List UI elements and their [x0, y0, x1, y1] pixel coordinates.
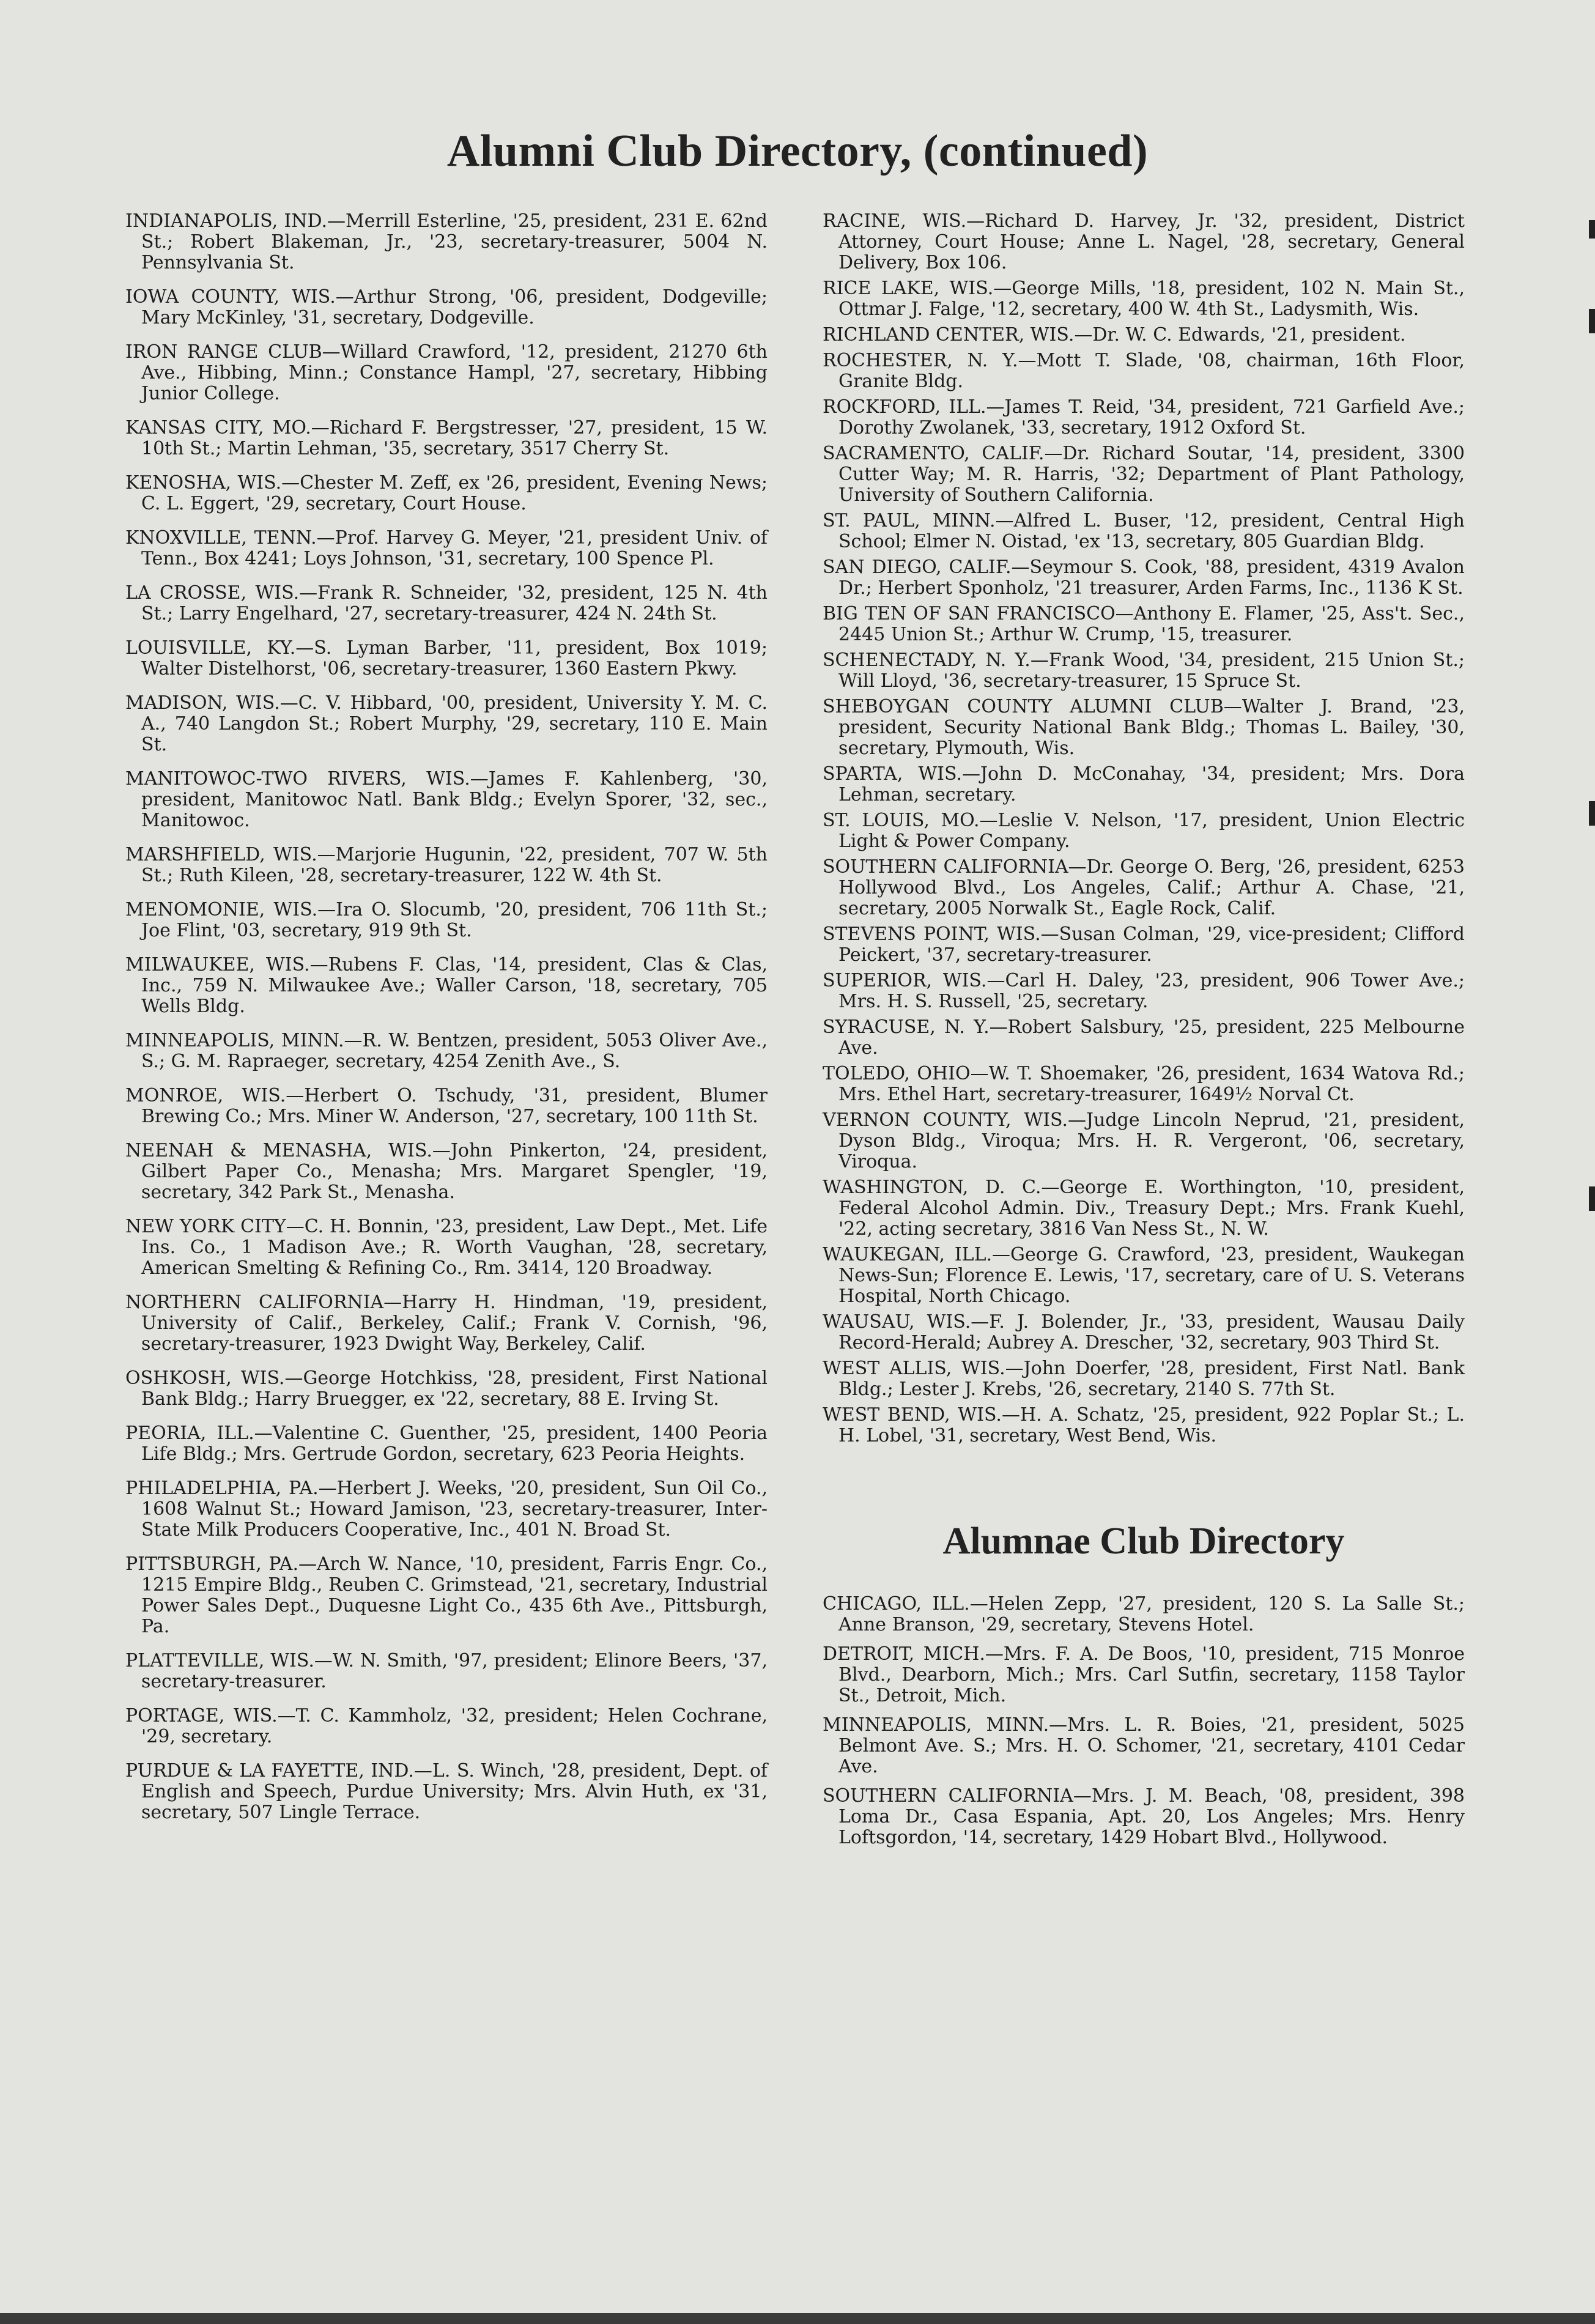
- club-entry: ST. PAUL, MINN.—Alfred L. Buser, '12, president, Central High School; Elmer N. Oistad, 'ex '13, secretary, 805 Guardian Bldg.: [823, 510, 1465, 552]
- club-entry: BIG TEN OF SAN FRANCISCO—Anthony E. Flamer, '25, Ass't. Sec., 2445 Union St.; Arthur W. Crump, '15, treasurer.: [823, 603, 1465, 645]
- club-entry: SPARTA, WIS.—John D. McConahay, '34, president; Mrs. Dora Lehman, secretary.: [823, 763, 1465, 805]
- club-entry: IOWA COUNTY, WIS.—Arthur Strong, '06, president, Dodgeville; Mary McKinley, '31, secretary, Dodgeville.: [125, 286, 768, 328]
- club-entry: WASHINGTON, D. C.—George E. Worthington, '10, president, Federal Alcohol Admin. Div., Treasury Dept.; Mrs. Frank Kuehl, '22, acting secretary, 3816 Van Ness St., N. W.: [823, 1177, 1465, 1240]
- alumnae-entries: [823, 1594, 1465, 1848]
- club-entry: MENOMONIE, WIS.—Ira O. Slocumb, '20, president, 706 11th St.; Joe Flint, '03, secretary, 919 9th St.: [125, 899, 768, 941]
- alumnae-entry: MINNEAPOLIS, MINN.—Mrs. L. R. Boies, '21, president, 5025 Belmont Ave. S.; Mrs. H. O. Schomer, '21, secretary, 4101 Cedar Ave.: [823, 1714, 1465, 1777]
- club-entry: SAN DIEGO, CALIF.—Seymour S. Cook, '88, president, 4319 Avalon Dr.; Herbert Sponholz, '21 treasurer, Arden Farms, Inc., 1136 K St.: [823, 557, 1465, 599]
- club-entry: NEW YORK CITY—C. H. Bonnin, '23, president, Law Dept., Met. Life Ins. Co., 1 Madison Ave.; R. Worth Vaughan, '28, secretary, American Smelting & Refining Co., Rm. 3414, 120 Broadway.: [125, 1216, 768, 1279]
- alumnae-entry: DETROIT, MICH.—Mrs. F. A. De Boos, '10, president, 715 Monroe Blvd., Dearborn, Mich.; Mrs. Carl Sutfin, secretary, 1158 Taylor St., Detroit, Mich.: [823, 1643, 1465, 1706]
- club-entry: ROCHESTER, N. Y.—Mott T. Slade, '08, chairman, 16th Floor, Granite Bldg.: [823, 350, 1465, 392]
- club-entry: WEST BEND, WIS.—H. A. Schatz, '25, president, 922 Poplar St.; L. H. Lobel, '31, secretary, West Bend, Wis.: [823, 1404, 1465, 1446]
- club-entry: MILWAUKEE, WIS.—Rubens F. Clas, '14, president, Clas & Clas, Inc., 759 N. Milwaukee Ave.; Waller Carson, '18, secretary, 705 Wells Bldg.: [125, 954, 768, 1017]
- club-entry: IRON RANGE CLUB—Willard Crawford, '12, president, 21270 6th Ave., Hibbing, Minn.; Constance Hampl, '27, secretary, Hibbing Junior College.: [125, 341, 768, 404]
- club-entry: OSHKOSH, WIS.—George Hotchkiss, '28, president, First National Bank Bldg.; Harry Bruegger, ex '22, secretary, 88 E. Irving St.: [125, 1367, 768, 1410]
- club-entry: PHILADELPHIA, PA.—Herbert J. Weeks, '20, president, Sun Oil Co., 1608 Walnut St.; Howard Jamison, '23, secretary-treasurer, Inter-State Milk Producers Cooperative, Inc., 401 N. Broad St.: [125, 1478, 768, 1541]
- club-entry: TOLEDO, OHIO—W. T. Shoemaker, '26, president, 1634 Watova Rd.; Mrs. Ethel Hart, secretary-treasurer, 1649½ Norval Ct.: [823, 1063, 1465, 1105]
- scan-bottom-edge: [0, 2313, 1595, 2324]
- club-entry: PEORIA, ILL.—Valentine C. Guenther, '25, president, 1400 Peoria Life Bldg.; Mrs. Gertrude Gordon, secretary, 623 Peoria Heights.: [125, 1423, 768, 1465]
- club-entry: MARSHFIELD, WIS.—Marjorie Hugunin, '22, president, 707 W. 5th St.; Ruth Kileen, '28, secretary-treasurer, 122 W. 4th St.: [125, 844, 768, 886]
- scan-edge-mark: [1589, 220, 1595, 239]
- club-entry: VERNON COUNTY, WIS.—Judge Lincoln Neprud, '21, president, Dyson Bldg., Viroqua; Mrs. H. R. Vergeront, '06, secretary, Viroqua.: [823, 1109, 1465, 1172]
- left-column: [125, 211, 768, 1837]
- club-entry: PLATTEVILLE, WIS.—W. N. Smith, '97, president; Elinore Beers, '37, secretary-treasurer.: [125, 1650, 768, 1692]
- club-entry: LOUISVILLE, KY.—S. Lyman Barber, '11, president, Box 1019; Walter Distelhorst, '06, secretary-treasurer, 1360 Eastern Pkwy.: [125, 637, 768, 679]
- club-entry: RICE LAKE, WIS.—George Mills, '18, president, 102 N. Main St., Ottmar J. Falge, '12, secretary, 400 W. 4th St., Ladysmith, Wis.: [823, 278, 1465, 320]
- club-entry: MINNEAPOLIS, MINN.—R. W. Bentzen, president, 5053 Oliver Ave., S.; G. M. Rapraeger, secretary, 4254 Zenith Ave., S.: [125, 1030, 768, 1072]
- club-entry: NEENAH & MENASHA, WIS.—John Pinkerton, '24, president, Gilbert Paper Co., Menasha; Mrs. Margaret Spengler, '19, secretary, 342 Park St., Menasha.: [125, 1140, 768, 1203]
- club-entry: SUPERIOR, WIS.—Carl H. Daley, '23, president, 906 Tower Ave.; Mrs. H. S. Russell, '25, secretary.: [823, 970, 1465, 1012]
- club-entry: WEST ALLIS, WIS.—John Doerfer, '28, president, First Natl. Bank Bldg.; Lester J. Krebs, '26, secretary, 2140 S. 77th St.: [823, 1358, 1465, 1400]
- club-entry: SYRACUSE, N. Y.—Robert Salsbury, '25, president, 225 Melbourne Ave.: [823, 1016, 1465, 1059]
- club-entry: SCHENECTADY, N. Y.—Frank Wood, '34, president, 215 Union St.; Will Lloyd, '36, secretary-treasurer, 15 Spruce St.: [823, 649, 1465, 692]
- right-column: [823, 211, 1465, 1857]
- club-entry: MADISON, WIS.—C. V. Hibbard, '00, president, University Y. M. C. A., 740 Langdon St.; Robert Murphy, '29, secretary, 110 E. Main St.: [125, 692, 768, 755]
- club-entry: SHEBOYGAN COUNTY ALUMNI CLUB—Walter J. Brand, '23, president, Security National Bank Bldg.; Thomas L. Bailey, '30, secretary, Plymouth, Wis.: [823, 696, 1465, 759]
- club-entry: WAUSAU, WIS.—F. J. Bolender, Jr., '33, president, Wausau Daily Record-Herald; Aubrey A. Drescher, '32, secretary, 903 Third St.: [823, 1311, 1465, 1353]
- club-entry: PITTSBURGH, PA.—Arch W. Nance, '10, president, Farris Engr. Co., 1215 Empire Bldg., Reuben C. Grimstead, '21, secretary, Industrial Power Sales Dept., Duquesne Light Co., 435 6th Ave., Pittsburgh, Pa.: [125, 1553, 768, 1637]
- scan-edge-mark: [1589, 801, 1595, 826]
- club-entry: SOUTHERN CALIFORNIA—Dr. George O. Berg, '26, president, 6253 Hollywood Blvd., Los Angeles, Calif.; Arthur A. Chase, '21, secretary, 2005 Norwalk St., Eagle Rock, Calif.: [823, 856, 1465, 919]
- club-entry: SACRAMENTO, CALIF.—Dr. Richard Soutar, '14, president, 3300 Cutter Way; M. R. Harris, '32; Department of Plant Pathology, University of Southern California.: [823, 443, 1465, 506]
- club-entry: KANSAS CITY, MO.—Richard F. Bergstresser, '27, president, 15 W. 10th St.; Martin Lehman, '35, secretary, 3517 Cherry St.: [125, 417, 768, 459]
- club-entry: PURDUE & LA FAYETTE, IND.—L. S. Winch, '28, president, Dept. of English and Speech, Purdue University; Mrs. Alvin Huth, ex '31, secretary, 507 Lingle Terrace.: [125, 1760, 768, 1823]
- scan-edge-mark: [1589, 309, 1595, 333]
- club-entry: ST. LOUIS, MO.—Leslie V. Nelson, '17, president, Union Electric Light & Power Company.: [823, 810, 1465, 852]
- scan-edge-mark: [1589, 1186, 1595, 1211]
- club-entry: MANITOWOC-TWO RIVERS, WIS.—James F. Kahlenberg, '30, president, Manitowoc Natl. Bank Bldg.; Evelyn Sporer, '32, sec., Manitowoc.: [125, 768, 768, 831]
- alumnae-entry: SOUTHERN CALIFORNIA—Mrs. J. M. Beach, '08, president, 398 Loma Dr., Casa Espania, Apt. 20, Los Angeles; Mrs. Henry Loftsgordon, '14, secretary, 1429 Hobart Blvd., Hollywood.: [823, 1785, 1465, 1848]
- alumni-entries-right: [823, 211, 1465, 1446]
- alumnae-entry: CHICAGO, ILL.—Helen Zepp, '27, president, 120 S. La Salle St.; Anne Branson, '29, secretary, Stevens Hotel.: [823, 1593, 1465, 1635]
- alumnae-section: [823, 1520, 1465, 1848]
- club-entry: ROCKFORD, ILL.—James T. Reid, '34, president, 721 Garfield Ave.; Dorothy Zwolanek, '33, secretary, 1912 Oxford St.: [823, 396, 1465, 439]
- club-entry: NORTHERN CALIFORNIA—Harry H. Hindman, '19, president, University of Calif., Berkeley, Calif.; Frank V. Cornish, '96, secretary-treasurer, 1923 Dwight Way, Berkeley, Calif.: [125, 1292, 768, 1355]
- club-entry: WAUKEGAN, ILL.—George G. Crawford, '23, president, Waukegan News-Sun; Florence E. Lewis, '17, secretary, care of U. S. Veterans Hospital, North Chicago.: [823, 1244, 1465, 1307]
- club-entry: RACINE, WIS.—Richard D. Harvey, Jr. '32, president, District Attorney, Court House; Anne L. Nagel, '28, secretary, General Delivery, Box 106.: [823, 210, 1465, 273]
- club-entry: PORTAGE, WIS.—T. C. Kammholz, '32, president; Helen Cochrane, '29, secretary.: [125, 1705, 768, 1747]
- page-title: Alumni Club Directory, (continued): [446, 126, 1149, 176]
- club-entry: LA CROSSE, WIS.—Frank R. Schneider, '32, president, 125 N. 4th St.; Larry Engelhard, '27, secretary-treasurer, 424 N. 24th St.: [125, 582, 768, 624]
- club-entry: INDIANAPOLIS, IND.—Merrill Esterline, '25, president, 231 E. 62nd St.; Robert Blakeman, Jr., '23, secretary-treasurer, 5004 N. Pennsylvania St.: [125, 210, 768, 273]
- club-entry: KENOSHA, WIS.—Chester M. Zeff, ex '26, president, Evening News; C. L. Eggert, '29, secretary, Court House.: [125, 472, 768, 514]
- club-entry: STEVENS POINT, WIS.—Susan Colman, '29, vice-president; Clifford Peickert, '37, secretary-treasurer.: [823, 923, 1465, 966]
- alumnae-title: Alumnae Club Directory: [942, 1520, 1345, 1562]
- club-entry: MONROE, WIS.—Herbert O. Tschudy, '31, president, Blumer Brewing Co.; Mrs. Miner W. Anderson, '27, secretary, 100 11th St.: [125, 1085, 768, 1127]
- club-entry: KNOXVILLE, TENN.—Prof. Harvey G. Meyer, '21, president Univ. of Tenn., Box 4241; Loys Johnson, '31, secretary, 100 Spence Pl.: [125, 527, 768, 569]
- club-entry: RICHLAND CENTER, WIS.—Dr. W. C. Edwards, '21, president.: [823, 324, 1406, 346]
